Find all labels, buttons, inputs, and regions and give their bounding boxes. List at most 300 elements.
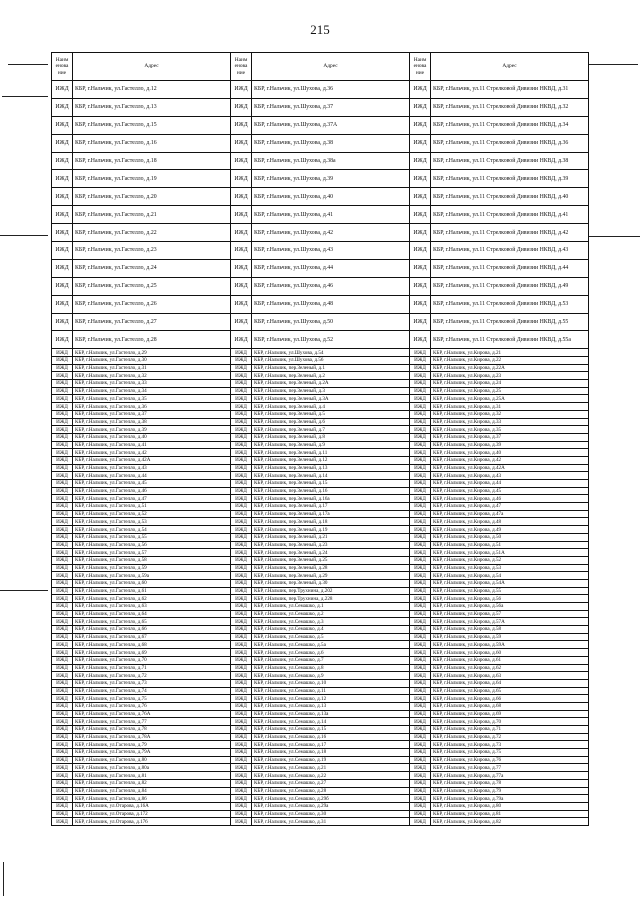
- address-cell: КБР, г.Нальчик, ул.11 Стрелковой Дивизии НКВД, д.43: [431, 242, 589, 260]
- object-type-cell: ИЖД: [231, 626, 252, 634]
- object-type-cell: ИЖД: [52, 224, 73, 242]
- address-cell: КБР, г.Нальчик, пер.Зеленый, д.4: [252, 403, 410, 411]
- object-type-cell: ИЖД: [231, 679, 252, 687]
- table-row: [52, 242, 589, 260]
- object-type-cell: ИЖД: [52, 702, 73, 710]
- object-type-cell: ИЖД: [231, 277, 252, 295]
- object-type-cell: ИЖД: [231, 664, 252, 672]
- address-cell: КБР, г.Нальчик, ул.Гастелло, д.86: [73, 795, 231, 803]
- address-cell: КБР, г.Нальчик, ул.Гастелло, д.32: [73, 372, 231, 380]
- object-type-cell: ИЖД: [52, 802, 73, 810]
- object-type-cell: ИЖД: [231, 595, 252, 603]
- object-type-cell: ИЖД: [52, 733, 73, 741]
- table-row: [52, 618, 589, 626]
- object-type-cell: ИЖД: [52, 170, 73, 188]
- address-cell: КБР, г.Нальчик, ул.Гастелло, д.64: [73, 610, 231, 618]
- table-row: [52, 749, 589, 757]
- object-type-cell: ИЖД: [52, 572, 73, 580]
- object-type-cell: ИЖД: [231, 487, 252, 495]
- object-type-cell: ИЖД: [410, 664, 431, 672]
- address-cell: КБР, г.Нальчик, ул.11 Стрелковой Дивизии НКВД, д.39: [431, 170, 589, 188]
- address-cell: КБР, г.Нальчик, ул.Семашко, д.19: [252, 756, 410, 764]
- table-row: [52, 134, 589, 152]
- object-type-cell: ИЖД: [410, 633, 431, 641]
- address-cell: КБР, г.Нальчик, ул.Кирова, д.62: [431, 664, 589, 672]
- object-type-cell: ИЖД: [410, 259, 431, 277]
- table-row: [52, 433, 589, 441]
- object-type-cell: ИЖД: [52, 741, 73, 749]
- object-type-cell: ИЖД: [52, 726, 73, 734]
- address-cell: КБР, г.Нальчик, ул.Гастелло, д.42А: [73, 456, 231, 464]
- address-cell: КБР, г.Нальчик, ул.Кирова, д.21: [431, 349, 589, 357]
- object-type-cell: ИЖД: [52, 403, 73, 411]
- table-row: [52, 410, 589, 418]
- object-type-cell: ИЖД: [410, 295, 431, 313]
- address-cell: КБР, г.Нальчик, ул.Гастелло, д.27: [73, 313, 231, 331]
- address-cell: КБР, г.Нальчик, ул.Гастелло, д.22: [73, 224, 231, 242]
- object-type-cell: ИЖД: [52, 188, 73, 206]
- scan-mark: [2, 96, 48, 97]
- address-cell: КБР, г.Нальчик, ул.Кирова, д.44: [431, 480, 589, 488]
- table-row: [52, 772, 589, 780]
- table-row: [52, 449, 589, 457]
- object-type-cell: ИЖД: [52, 495, 73, 503]
- table-row: [52, 541, 589, 549]
- address-cell: КБР, г.Нальчик, ул.Кирова, д.63: [431, 672, 589, 680]
- object-type-cell: ИЖД: [410, 595, 431, 603]
- address-cell: КБР, г.Нальчик, ул.Семашко, д.5а: [252, 641, 410, 649]
- address-cell: КБР, г.Нальчик, ул.Гастелло, д.63: [73, 603, 231, 611]
- address-cell: КБР, г.Нальчик, ул.Кирова, д.48: [431, 518, 589, 526]
- object-type-cell: ИЖД: [410, 656, 431, 664]
- object-type-cell: ИЖД: [410, 764, 431, 772]
- address-cell: КБР, г.Нальчик, ул.Гастелло, д.74: [73, 687, 231, 695]
- address-cell: КБР, г.Нальчик, ул.Гастелло, д.55: [73, 533, 231, 541]
- object-type-cell: ИЖД: [410, 410, 431, 418]
- object-type-cell: ИЖД: [231, 441, 252, 449]
- object-type-cell: ИЖД: [231, 795, 252, 803]
- address-cell: КБР, г.Нальчик, ул.Кирова, д.58: [431, 626, 589, 634]
- scan-mark: [0, 235, 48, 236]
- address-cell: КБР, г.Нальчик, ул.Семашко, д.22: [252, 772, 410, 780]
- address-cell: КБР, г.Нальчик, ул.Гастелло, д.18: [73, 152, 231, 170]
- object-type-cell: ИЖД: [410, 649, 431, 657]
- address-cell: КБР, г.Нальчик, ул.Гастелло, д.12: [73, 81, 231, 99]
- object-type-cell: ИЖД: [231, 206, 252, 224]
- address-cell: КБР, г.Нальчик, ул.Шухова, д.40: [252, 188, 410, 206]
- table-row: [52, 116, 589, 134]
- object-type-cell: ИЖД: [410, 787, 431, 795]
- address-cell: КБР, г.Нальчик, ул.Гастелло, д.29: [73, 349, 231, 357]
- address-cell: КБР, г.Нальчик, ул.Семашко, д.5: [252, 633, 410, 641]
- object-type-cell: ИЖД: [231, 380, 252, 388]
- table-row: [52, 480, 589, 488]
- address-cell: КБР, г.Нальчик, ул.Шухова, д.41: [252, 206, 410, 224]
- object-type-cell: ИЖД: [52, 587, 73, 595]
- object-type-cell: ИЖД: [52, 710, 73, 718]
- object-type-cell: ИЖД: [52, 649, 73, 657]
- object-type-cell: ИЖД: [52, 603, 73, 611]
- address-cell: КБР, г.Нальчик, ул.Семашко, д.29а: [252, 802, 410, 810]
- object-type-cell: ИЖД: [410, 441, 431, 449]
- object-type-cell: ИЖД: [52, 656, 73, 664]
- object-type-cell: ИЖД: [410, 116, 431, 134]
- address-cell: КБР, г.Нальчик, ул.Шухова, д.38: [252, 134, 410, 152]
- address-cell: КБР, г.Нальчик, ул.Гастелло, д.35: [73, 395, 231, 403]
- object-type-cell: ИЖД: [52, 718, 73, 726]
- address-cell: КБР, г.Нальчик, ул.Кирова, д.51: [431, 541, 589, 549]
- scan-mark: [8, 64, 48, 65]
- header-address: Адрес: [431, 53, 589, 81]
- object-type-cell: ИЖД: [231, 541, 252, 549]
- address-cell: КБР, г.Нальчик, ул.Гастелло, д.84: [73, 787, 231, 795]
- object-type-cell: ИЖД: [52, 134, 73, 152]
- address-cell: КБР, г.Нальчик, ул.11 Стрелковой Дивизии НКВД, д.31: [431, 81, 589, 99]
- address-cell: КБР, г.Нальчик, пер.Зеленый, д.23: [252, 541, 410, 549]
- object-type-cell: ИЖД: [231, 456, 252, 464]
- object-type-cell: ИЖД: [52, 242, 73, 260]
- address-cell: КБР, г.Нальчик, ул.Гастелло, д.72: [73, 672, 231, 680]
- table-row: [52, 170, 589, 188]
- object-type-cell: ИЖД: [231, 526, 252, 534]
- object-type-cell: ИЖД: [231, 610, 252, 618]
- object-type-cell: ИЖД: [231, 756, 252, 764]
- table-row: [52, 503, 589, 511]
- address-cell: КБР, г.Нальчик, пер.Зеленый, д.3А: [252, 395, 410, 403]
- table-row: [52, 672, 589, 680]
- table-row: [52, 295, 589, 313]
- address-cell: КБР, г.Нальчик, ул.Семашко, д.10: [252, 679, 410, 687]
- address-cell: КБР, г.Нальчик, ул.11 Стрелковой Дивизии НКВД, д.38: [431, 152, 589, 170]
- address-cell: КБР, г.Нальчик, ул.Гастелло, д.65: [73, 618, 231, 626]
- object-type-cell: ИЖД: [231, 134, 252, 152]
- object-type-cell: ИЖД: [52, 810, 73, 818]
- object-type-cell: ИЖД: [231, 572, 252, 580]
- object-type-cell: ИЖД: [410, 672, 431, 680]
- address-cell: КБР, г.Нальчик, ул.Гастелло, д.37: [73, 410, 231, 418]
- table-row: [52, 795, 589, 803]
- table-row: [52, 372, 589, 380]
- table-row: [52, 633, 589, 641]
- address-cell: КБР, г.Нальчик, ул.Гастелло, д.46: [73, 487, 231, 495]
- address-cell: КБР, г.Нальчик, ул.Кирова, д.45: [431, 487, 589, 495]
- object-type-cell: ИЖД: [231, 633, 252, 641]
- table-row: [52, 98, 589, 116]
- address-cell: КБР, г.Нальчик, ул.Гастелло, д.21: [73, 206, 231, 224]
- address-cell: КБР, г.Нальчик, ул.Шухова, д.38а: [252, 152, 410, 170]
- table-row: [52, 426, 589, 434]
- address-cell: КБР, г.Нальчик, ул.Гастелло, д.70: [73, 656, 231, 664]
- object-type-cell: ИЖД: [52, 357, 73, 365]
- address-cell: КБР, г.Нальчик, пер.Зеленый, д.16а: [252, 495, 410, 503]
- address-cell: КБР, г.Нальчик, пер.Зеленый, д.18: [252, 518, 410, 526]
- address-cell: КБР, г.Нальчик, ул.Гастелло, д.52: [73, 510, 231, 518]
- address-cell: КБР, г.Нальчик, пер.Зеленый, д.2А: [252, 380, 410, 388]
- address-cell: КБР, г.Нальчик, ул.Гастелло, д.81: [73, 772, 231, 780]
- object-type-cell: ИЖД: [52, 564, 73, 572]
- address-cell: КБР, г.Нальчик, ул.11 Стрелковой Дивизии НКВД, д.42: [431, 224, 589, 242]
- object-type-cell: ИЖД: [231, 618, 252, 626]
- object-type-cell: ИЖД: [231, 224, 252, 242]
- table-row: [52, 395, 589, 403]
- object-type-cell: ИЖД: [410, 331, 431, 349]
- address-cell: КБР, г.Нальчик, ул.Гастелло, д.47: [73, 495, 231, 503]
- object-type-cell: ИЖД: [52, 756, 73, 764]
- address-cell: КБР, г.Нальчик, ул.Семашко, д.29б: [252, 795, 410, 803]
- object-type-cell: ИЖД: [410, 418, 431, 426]
- table-row: [52, 687, 589, 695]
- table-row: [52, 679, 589, 687]
- object-type-cell: ИЖД: [410, 495, 431, 503]
- object-type-cell: ИЖД: [410, 779, 431, 787]
- address-cell: КБР, г.Нальчик, ул.Гастелло, д.56: [73, 541, 231, 549]
- object-type-cell: ИЖД: [52, 779, 73, 787]
- object-type-cell: ИЖД: [410, 756, 431, 764]
- table-row: [52, 188, 589, 206]
- object-type-cell: ИЖД: [52, 349, 73, 357]
- scan-mark: [588, 236, 640, 237]
- address-cell: КБР, г.Нальчик, ул.Гастелло, д.77: [73, 718, 231, 726]
- object-type-cell: ИЖД: [410, 433, 431, 441]
- address-cell: КБР, г.Нальчик, ул.Гастелло, д.40: [73, 433, 231, 441]
- table-row: [52, 556, 589, 564]
- address-cell: КБР, г.Нальчик, ул.Гастелло, д.79А: [73, 749, 231, 757]
- table-row: [52, 756, 589, 764]
- address-cell: КБР, г.Нальчик, ул.Гастелло, д.67: [73, 633, 231, 641]
- address-cell: КБР, г.Нальчик, ул.Кирова, д.47: [431, 503, 589, 511]
- table-row: [52, 641, 589, 649]
- table-row: [52, 464, 589, 472]
- object-type-cell: ИЖД: [52, 295, 73, 313]
- address-cell: КБР, г.Нальчик, ул.Кирова, д.47а: [431, 510, 589, 518]
- object-type-cell: ИЖД: [410, 503, 431, 511]
- address-cell: КБР, г.Нальчик, ул.Кирова, д.65: [431, 687, 589, 695]
- object-type-cell: ИЖД: [410, 487, 431, 495]
- address-cell: КБР, г.Нальчик, ул.Кирова, д.72: [431, 733, 589, 741]
- object-type-cell: ИЖД: [410, 802, 431, 810]
- address-cell: КБР, г.Нальчик, ул.Кирова, д.35: [431, 426, 589, 434]
- table-row: [52, 564, 589, 572]
- object-type-cell: ИЖД: [410, 679, 431, 687]
- address-cell: КБР, г.Нальчик, ул.Гастелло, д.62: [73, 595, 231, 603]
- object-type-cell: ИЖД: [52, 533, 73, 541]
- address-cell: КБР, г.Нальчик, ул.Кирова, д.37: [431, 433, 589, 441]
- address-cell: КБР, г.Нальчик, ул.Семашко, д.6: [252, 649, 410, 657]
- table-row: [52, 526, 589, 534]
- object-type-cell: ИЖД: [231, 556, 252, 564]
- address-cell: КБР, г.Нальчик, пер.Зеленый, д.21: [252, 533, 410, 541]
- object-type-cell: ИЖД: [52, 549, 73, 557]
- object-type-cell: ИЖД: [231, 403, 252, 411]
- object-type-cell: ИЖД: [410, 277, 431, 295]
- address-cell: КБР, г.Нальчик, ул.Кирова, д.22: [431, 357, 589, 365]
- address-cell: КБР, г.Нальчик, ул.Семашко, д.3: [252, 618, 410, 626]
- address-cell: КБР, г.Нальчик, ул.Шухова, д.50: [252, 313, 410, 331]
- address-cell: КБР, г.Нальчик, ул.Семашко, д.7: [252, 656, 410, 664]
- table-row: [52, 779, 589, 787]
- table-row: [52, 357, 589, 365]
- object-type-cell: ИЖД: [52, 526, 73, 534]
- object-type-cell: ИЖД: [410, 526, 431, 534]
- table-row: [52, 331, 589, 349]
- object-type-cell: ИЖД: [231, 410, 252, 418]
- object-type-cell: ИЖД: [410, 449, 431, 457]
- address-cell: КБР, г.Нальчик, ул.Гастелло, д.76: [73, 702, 231, 710]
- address-cell: КБР, г.Нальчик, ул.Гастелло, д.61: [73, 587, 231, 595]
- table-row: [52, 533, 589, 541]
- address-cell: КБР, г.Нальчик, ул.Шухова, д.46: [252, 277, 410, 295]
- address-cell: КБР, г.Нальчик, ул.Семашко, д.18: [252, 749, 410, 757]
- address-cell: КБР, г.Нальчик, ул.Кирова, д.50: [431, 533, 589, 541]
- object-type-cell: ИЖД: [410, 242, 431, 260]
- table-row: [52, 787, 589, 795]
- table-row: [52, 403, 589, 411]
- object-type-cell: ИЖД: [52, 795, 73, 803]
- address-cell: КБР, г.Нальчик, ул.Семашко, д.17: [252, 741, 410, 749]
- address-cell: КБР, г.Нальчик, пер.Зеленый, д.15: [252, 480, 410, 488]
- address-cell: КБР, г.Нальчик, ул.Шухова, д.42: [252, 224, 410, 242]
- address-cell: КБР, г.Нальчик, ул.11 Стрелковой Дивизии НКВД, д.49: [431, 277, 589, 295]
- address-cell: КБР, г.Нальчик, ул.Кирова, д.73: [431, 741, 589, 749]
- table-row: [52, 587, 589, 595]
- address-cell: КБР, г.Нальчик, ул.Гастелло, д.38: [73, 418, 231, 426]
- address-cell: КБР, г.Нальчик, ул.Кирова, д.39: [431, 441, 589, 449]
- object-type-cell: ИЖД: [231, 331, 252, 349]
- address-cell: КБР, г.Нальчик, ул.Кирова, д.24: [431, 380, 589, 388]
- object-type-cell: ИЖД: [231, 695, 252, 703]
- address-cell: КБР, г.Нальчик, ул.11 Стрелковой Дивизии НКВД, д.55: [431, 313, 589, 331]
- object-type-cell: ИЖД: [410, 733, 431, 741]
- object-type-cell: ИЖД: [410, 152, 431, 170]
- table-row: [52, 313, 589, 331]
- object-type-cell: ИЖД: [231, 313, 252, 331]
- table-row: [52, 387, 589, 395]
- table-row: [52, 741, 589, 749]
- table-row: [52, 572, 589, 580]
- address-cell: КБР, г.Нальчик, ул.Гастелло, д.15: [73, 116, 231, 134]
- table-row: [52, 277, 589, 295]
- scan-mark: [0, 590, 48, 591]
- object-type-cell: ИЖД: [231, 772, 252, 780]
- object-type-cell: ИЖД: [52, 487, 73, 495]
- address-cell: КБР, г.Нальчик, ул.Кирова, д.57А: [431, 618, 589, 626]
- object-type-cell: ИЖД: [52, 687, 73, 695]
- address-cell: КБР, г.Нальчик, ул.Кирова, д.25: [431, 387, 589, 395]
- address-cell: КБР, г.Нальчик, ул.Кирова, д.60: [431, 649, 589, 657]
- table-row: [52, 626, 589, 634]
- object-type-cell: ИЖД: [410, 188, 431, 206]
- address-cell: КБР, г.Нальчик, ул.Кирова, д.75: [431, 749, 589, 757]
- object-type-cell: ИЖД: [410, 456, 431, 464]
- address-cell: КБР, г.Нальчик, ул.Гастелло, д.28: [73, 331, 231, 349]
- address-cell: КБР, г.Нальчик, ул.Кирова, д.49: [431, 526, 589, 534]
- object-type-cell: ИЖД: [231, 579, 252, 587]
- table-row: [52, 472, 589, 480]
- address-cell: КБР, г.Нальчик, пер.Зеленый, д.13: [252, 464, 410, 472]
- address-cell: КБР, г.Нальчик, пер.Зеленый, д.28: [252, 564, 410, 572]
- object-type-cell: ИЖД: [410, 610, 431, 618]
- address-cell: КБР, г.Нальчик, ул.Семашко, д.31: [252, 818, 410, 826]
- address-cell: КБР, г.Нальчик, ул.11 Стрелковой Дивизии НКВД, д.36: [431, 134, 589, 152]
- address-cell: КБР, г.Нальчик, ул.Кирова, д.52: [431, 556, 589, 564]
- address-cell: КБР, г.Нальчик, ул.Шухова, д.44: [252, 259, 410, 277]
- address-cell: КБР, г.Нальчик, пер.Зеленый, д.3: [252, 387, 410, 395]
- object-type-cell: ИЖД: [410, 380, 431, 388]
- object-type-cell: ИЖД: [52, 426, 73, 434]
- address-cell: КБР, г.Нальчик, ул.Кирова, д.80: [431, 802, 589, 810]
- object-type-cell: ИЖД: [52, 510, 73, 518]
- address-cell: КБР, г.Нальчик, ул.Кирова, д.77а: [431, 772, 589, 780]
- object-type-cell: ИЖД: [410, 810, 431, 818]
- object-type-cell: ИЖД: [231, 364, 252, 372]
- object-type-cell: ИЖД: [52, 818, 73, 826]
- object-type-cell: ИЖД: [231, 802, 252, 810]
- object-type-cell: ИЖД: [231, 152, 252, 170]
- object-type-cell: ИЖД: [231, 549, 252, 557]
- object-type-cell: ИЖД: [410, 357, 431, 365]
- object-type-cell: ИЖД: [231, 480, 252, 488]
- object-type-cell: ИЖД: [52, 541, 73, 549]
- object-type-cell: ИЖД: [52, 672, 73, 680]
- header-type: Наим енова ние: [410, 53, 431, 81]
- object-type-cell: ИЖД: [410, 641, 431, 649]
- address-cell: КБР, г.Нальчик, ул.Гастелло, д.75: [73, 695, 231, 703]
- object-type-cell: ИЖД: [410, 818, 431, 826]
- object-type-cell: ИЖД: [231, 81, 252, 99]
- address-cell: КБР, г.Нальчик, ул.Гастелло, д.42: [73, 449, 231, 457]
- address-cell: КБР, г.Нальчик, ул.Кирова, д.43: [431, 472, 589, 480]
- address-cell: КБР, г.Нальчик, ул.Кирова, д.69: [431, 710, 589, 718]
- address-cell: КБР, г.Нальчик, пер.Зеленый, д.17а: [252, 510, 410, 518]
- object-type-cell: ИЖД: [52, 764, 73, 772]
- object-type-cell: ИЖД: [410, 741, 431, 749]
- address-cell: КБР, г.Нальчик, ул.Кирова, д.42: [431, 456, 589, 464]
- address-cell: КБР, г.Нальчик, ул.Кирова, д.54А: [431, 579, 589, 587]
- address-cell: КБР, г.Нальчик, пер.Зеленый, д.24: [252, 549, 410, 557]
- object-type-cell: ИЖД: [410, 472, 431, 480]
- address-cell: КБР, г.Нальчик, ул.Семашко, д.21: [252, 764, 410, 772]
- table-row: [52, 726, 589, 734]
- table-row: [52, 579, 589, 587]
- address-cell: КБР, г.Нальчик, ул.Гастелло, д.44: [73, 472, 231, 480]
- object-type-cell: ИЖД: [52, 206, 73, 224]
- object-type-cell: ИЖД: [231, 649, 252, 657]
- table-row: [52, 518, 589, 526]
- address-cell: КБР, г.Нальчик, ул.Семашко, д.8: [252, 664, 410, 672]
- address-cell: КБР, г.Нальчик, ул.Кирова, д.82: [431, 818, 589, 826]
- object-type-cell: ИЖД: [231, 395, 252, 403]
- object-type-cell: ИЖД: [231, 259, 252, 277]
- object-type-cell: ИЖД: [52, 618, 73, 626]
- address-cell: КБР, г.Нальчик, ул.Гастелло, д.45: [73, 480, 231, 488]
- object-type-cell: ИЖД: [52, 259, 73, 277]
- object-type-cell: ИЖД: [52, 772, 73, 780]
- object-type-cell: ИЖД: [231, 656, 252, 664]
- object-type-cell: ИЖД: [52, 633, 73, 641]
- address-cell: КБР, г.Нальчик, пер.Зеленый, д.6: [252, 418, 410, 426]
- address-cell: КБР, г.Нальчик, ул.Кирова, д.23: [431, 372, 589, 380]
- address-cell: КБР, г.Нальчик, пер.Трухнина, д.202: [252, 587, 410, 595]
- object-type-cell: ИЖД: [410, 749, 431, 757]
- object-type-cell: ИЖД: [231, 587, 252, 595]
- address-cell: КБР, г.Нальчик, ул.Гастелло, д.60: [73, 579, 231, 587]
- object-type-cell: ИЖД: [410, 98, 431, 116]
- address-cell: КБР, г.Нальчик, ул.Гастелло, д.68: [73, 641, 231, 649]
- address-cell: КБР, г.Нальчик, пер.Зеленый, д.29: [252, 572, 410, 580]
- address-cell: КБР, г.Нальчик, ул.Шухова, д.37: [252, 98, 410, 116]
- object-type-cell: ИЖД: [231, 418, 252, 426]
- address-cell: КБР, г.Нальчик, пер.Зеленый, д.7: [252, 426, 410, 434]
